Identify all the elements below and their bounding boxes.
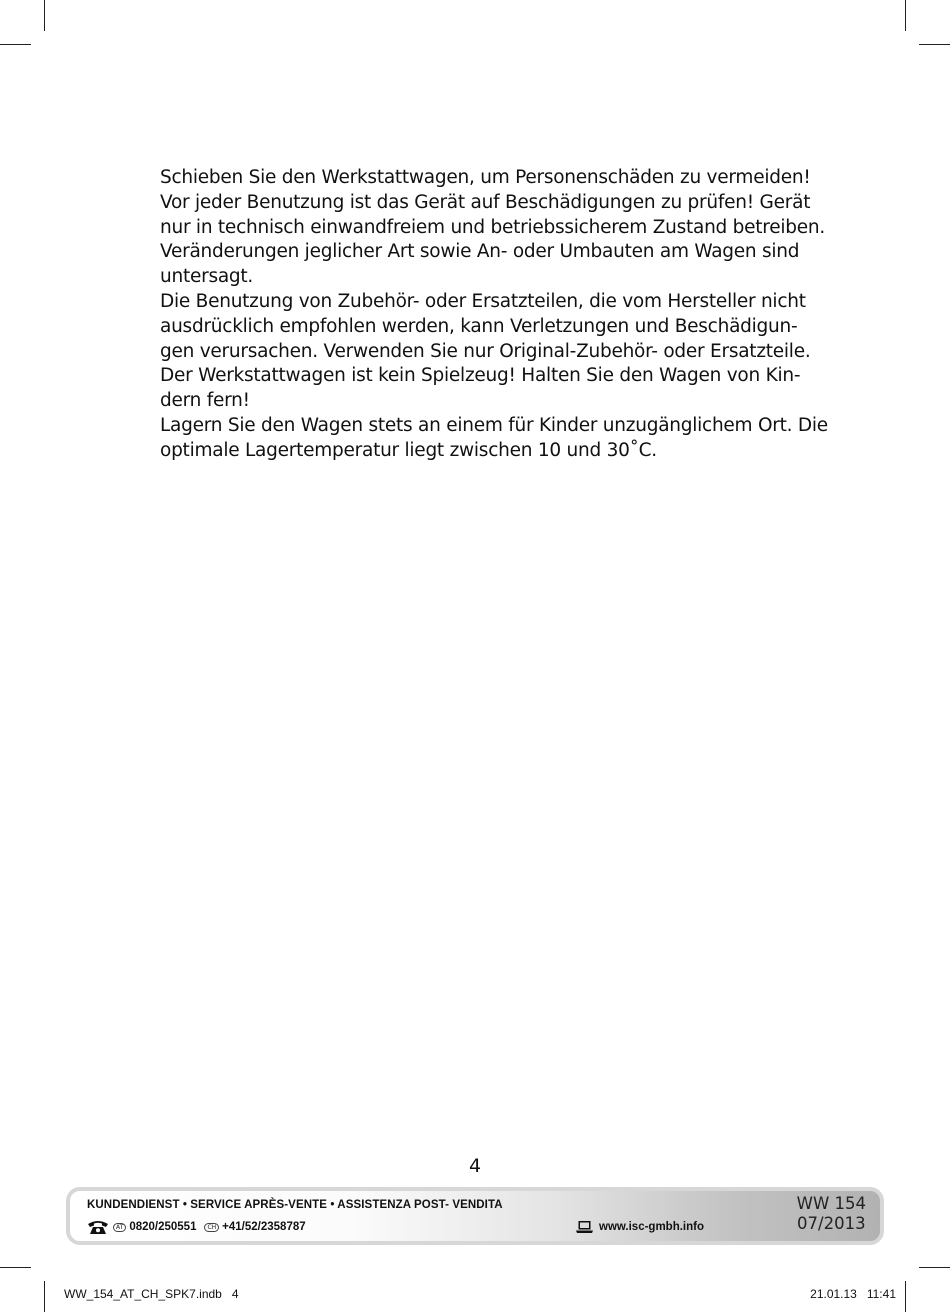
crop-mark-top-left-horizontal: [0, 44, 31, 45]
website-link[interactable]: www.isc-gmbh.info: [599, 1221, 704, 1233]
crop-mark-bottom-left-vertical: [44, 1281, 45, 1312]
crop-mark-top-right-vertical: [905, 0, 906, 31]
crop-mark-bottom-right-horizontal: [919, 1267, 950, 1268]
text-line: untersagt.: [160, 266, 254, 288]
page-number: 4: [468, 1155, 482, 1177]
crop-mark-bottom-left-horizontal: [0, 1267, 31, 1268]
text-line: dern fern!: [160, 390, 250, 412]
crop-mark-bottom-right-vertical: [905, 1281, 906, 1312]
phone-row: [87, 1217, 306, 1237]
telephone-icon: [87, 1219, 109, 1235]
country-badge-ch: CH: [204, 1223, 219, 1232]
crop-mark-top-right-horizontal: [919, 44, 950, 45]
text-line: Die Benutzung von Zubehör- oder Ersatzteilen, die vom Hersteller nicht: [160, 290, 806, 312]
service-title: KUNDENDIENST • SERVICE APRÈS-VENTE • ASSISTENZA POST- VENDITA: [87, 1199, 503, 1211]
text-line: gen verursachen. Verwenden Sie nur Original-Zubehör- oder Ersatzteile.: [160, 340, 811, 362]
crop-mark-top-left-vertical: [44, 0, 45, 31]
text-line: Vor jeder Benutzung ist das Gerät auf Beschädigungen zu prüfen! Gerät: [160, 191, 811, 213]
phone-number-ch: +41/52/2358787: [222, 1221, 306, 1233]
laptop-icon: [576, 1220, 593, 1234]
text-line: Schieben Sie den Werkstattwagen, um Personenschäden zu vermeiden!: [160, 167, 811, 188]
model-number: WW 154: [796, 1194, 866, 1213]
text-line: nur in technisch einwandfreiem und betriebssicherem Zustand betreiben.: [160, 216, 826, 238]
text-line: Lagern Sie den Wagen stets an einem für Kinder unzugänglichem Ort. Die: [160, 414, 828, 436]
website-row: [576, 1218, 704, 1236]
model-info: [797, 1194, 866, 1234]
safety-instructions-text: [160, 166, 828, 464]
text-line: Der Werkstattwagen ist kein Spielzeug! Halten Sie den Wagen von Kin-: [160, 365, 801, 387]
service-contact-bar: [66, 1187, 884, 1245]
text-line: Veränderungen jeglicher Art sowie An- oder Umbauten am Wagen sind: [160, 241, 800, 263]
country-badge-at: AT: [113, 1223, 126, 1232]
manual-date: 07/2013: [797, 1214, 866, 1233]
phone-number-at: 0820/250551: [129, 1221, 197, 1233]
print-slug-file: WW_154_AT_CH_SPK7.indb 4: [64, 1287, 239, 1301]
text-line: optimale Lagertemperatur liegt zwischen 10 und 30˚C.: [160, 439, 657, 461]
text-line: ausdrücklich empfohlen werden, kann Verletzungen und Beschädigun-: [160, 315, 798, 337]
print-slug-datetime: 21.01.13 11:41: [810, 1287, 896, 1301]
